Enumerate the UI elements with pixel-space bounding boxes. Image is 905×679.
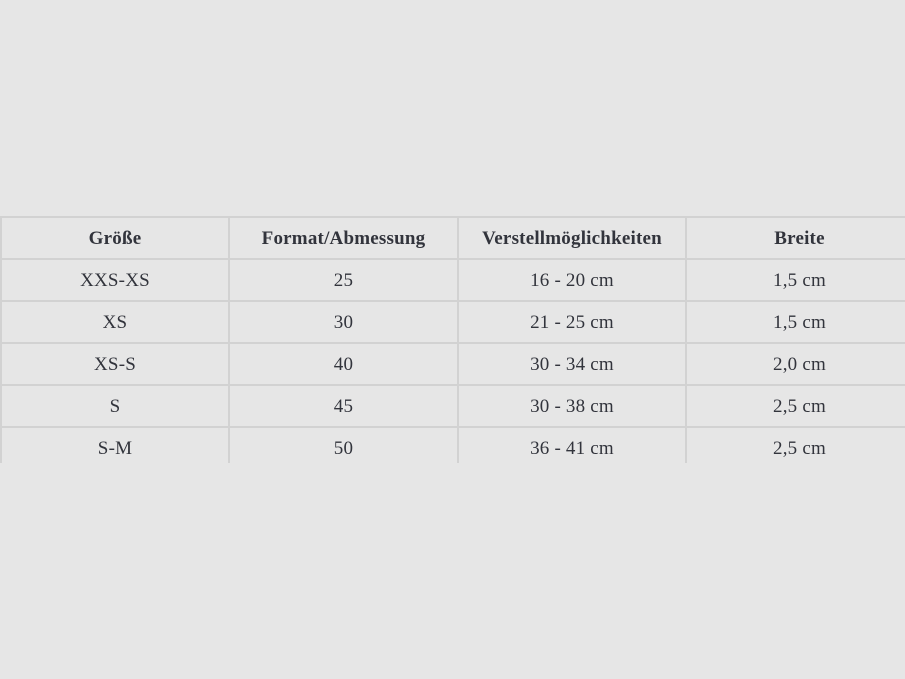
column-header-size: Größe: [1, 217, 229, 259]
cell-adjustment: 30 - 38 cm: [458, 385, 686, 427]
cell-format: 30: [229, 301, 458, 343]
table-row: [1, 427, 905, 463]
table-row: [1, 301, 905, 343]
cell-adjustment: 36 - 41 cm: [458, 427, 686, 463]
cell-adjustment: 21 - 25 cm: [458, 301, 686, 343]
cell-width: 1,5 cm: [686, 259, 905, 301]
size-table: [0, 216, 905, 463]
cell-size: S-M: [1, 427, 229, 463]
table-row: [1, 385, 905, 427]
size-table-container: [0, 216, 905, 463]
cell-size: S: [1, 385, 229, 427]
cell-size: XXS-XS: [1, 259, 229, 301]
cell-width: 2,0 cm: [686, 343, 905, 385]
table-row: [1, 259, 905, 301]
cell-adjustment: 30 - 34 cm: [458, 343, 686, 385]
cell-format: 45: [229, 385, 458, 427]
column-header-width: Breite: [686, 217, 905, 259]
table-header-row: [1, 217, 905, 259]
cell-format: 50: [229, 427, 458, 463]
column-header-adjustment: Verstellmöglichkeiten: [458, 217, 686, 259]
column-header-format: Format/Abmessung: [229, 217, 458, 259]
cell-size: XS: [1, 301, 229, 343]
cell-width: 2,5 cm: [686, 427, 905, 463]
cell-format: 25: [229, 259, 458, 301]
cell-adjustment: 16 - 20 cm: [458, 259, 686, 301]
cell-format: 40: [229, 343, 458, 385]
table-row: [1, 343, 905, 385]
cell-size: XS-S: [1, 343, 229, 385]
cell-width: 2,5 cm: [686, 385, 905, 427]
cell-width: 1,5 cm: [686, 301, 905, 343]
